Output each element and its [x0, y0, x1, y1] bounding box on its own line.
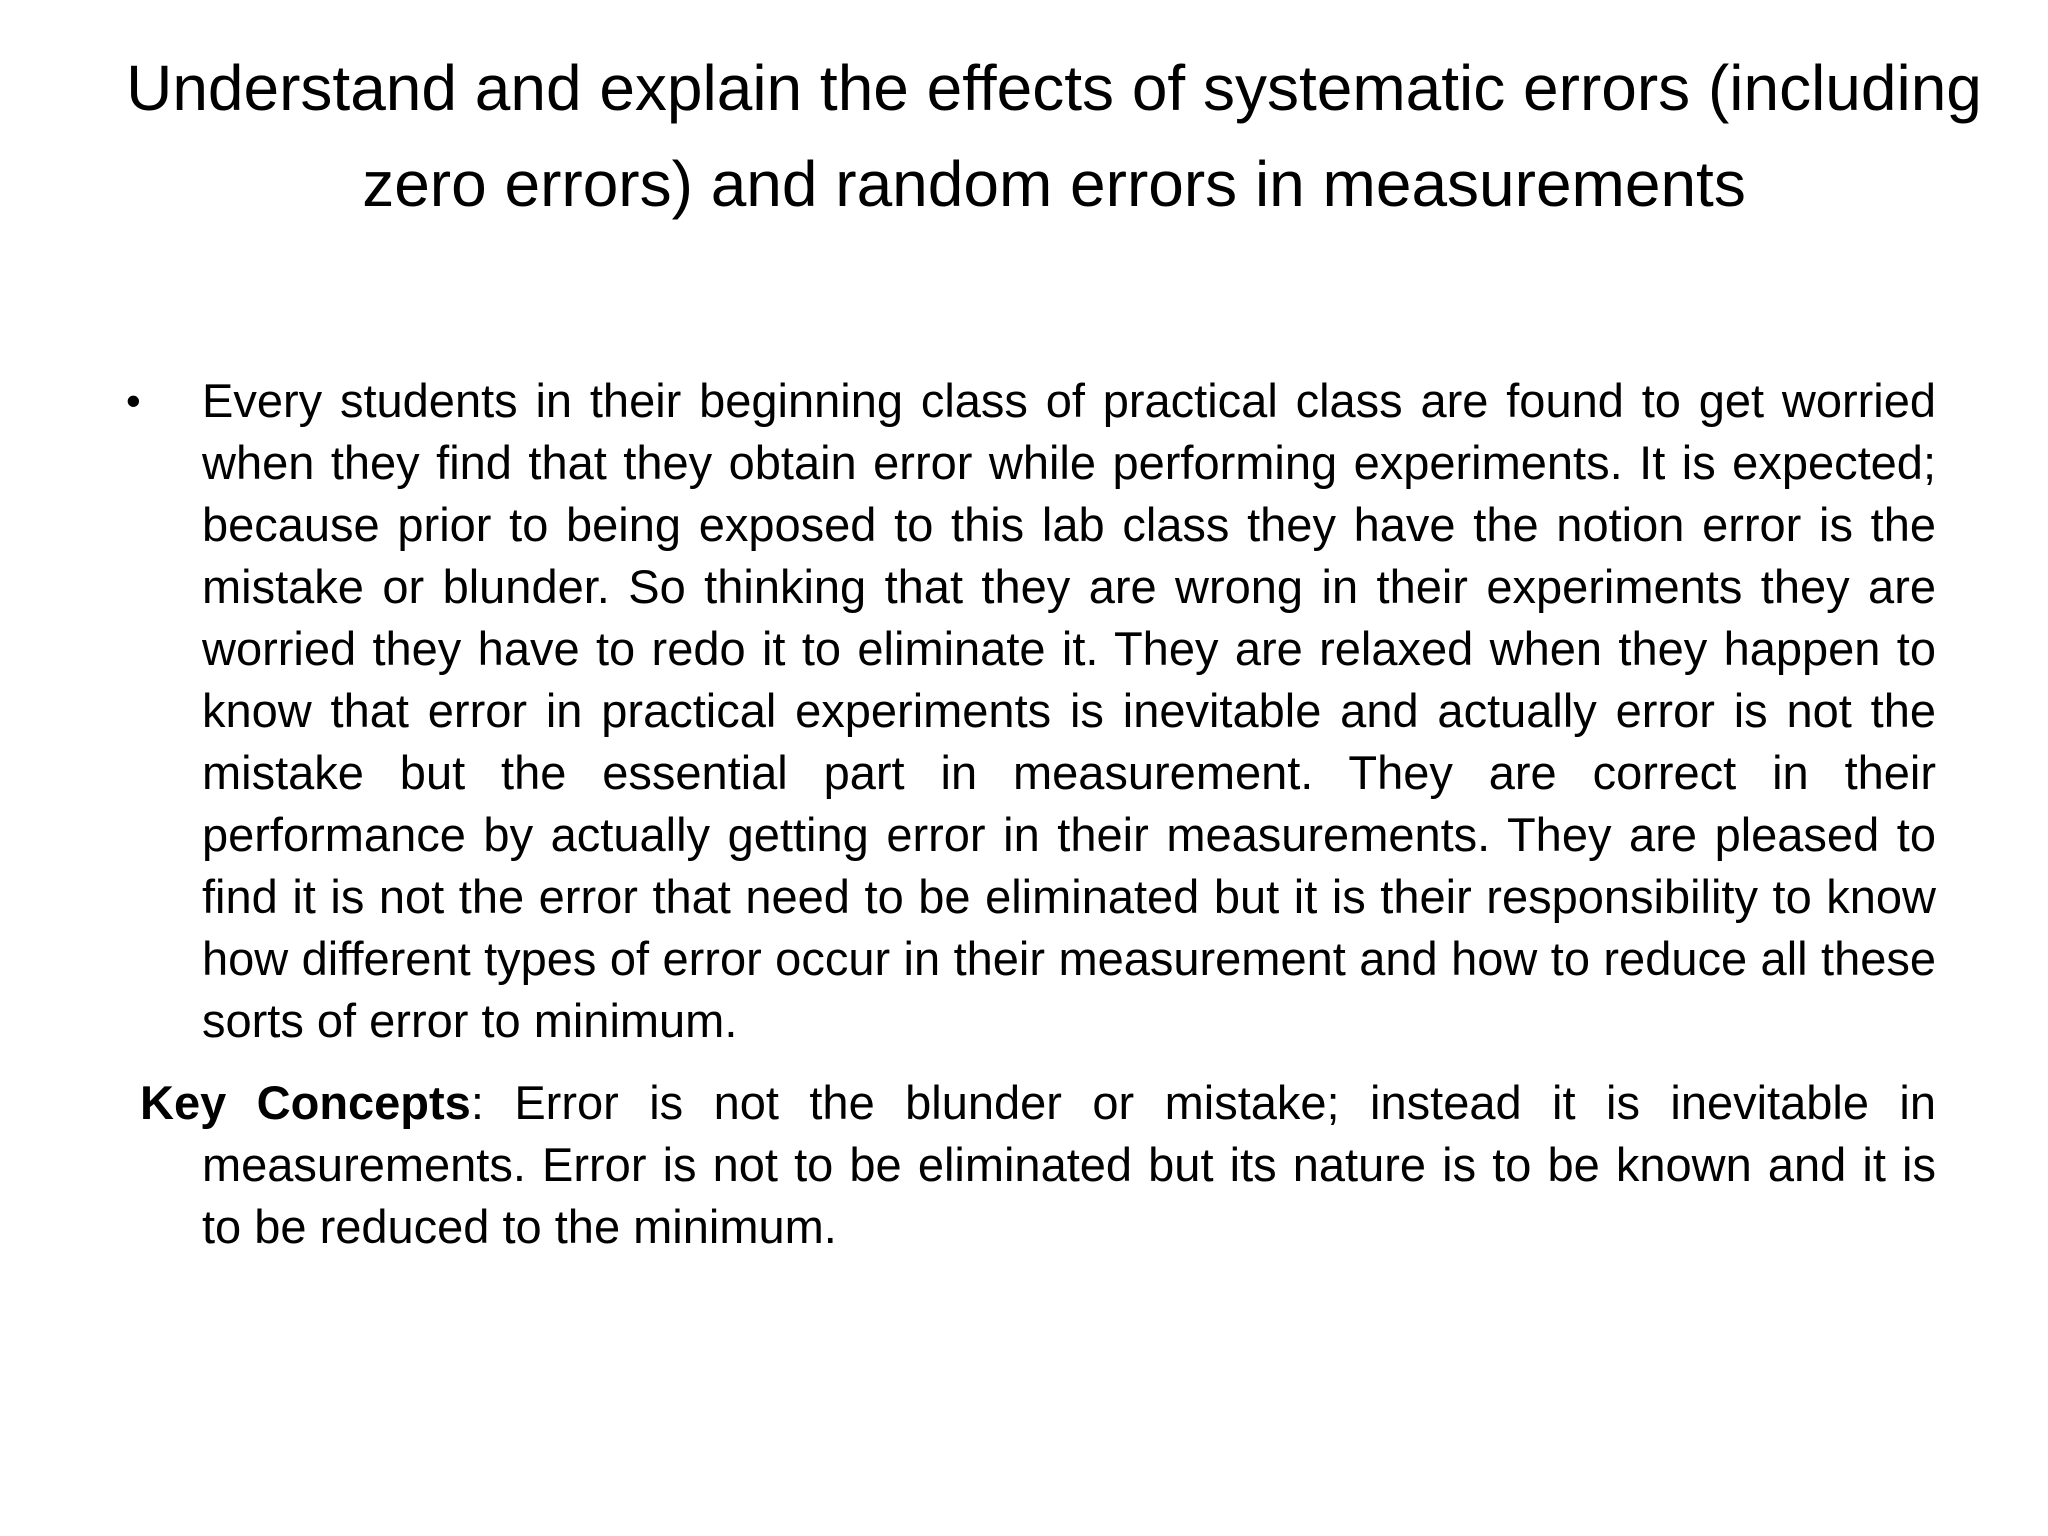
key-concepts — [140, 1072, 1936, 1258]
bullet-item — [126, 370, 1936, 1052]
key-concepts-text: : Error is not the blunder or mistake; instead it is inevitable in measurements. Error is not to be eliminated but its nature is to be known and it is to be reduced to the minimum. — [202, 1076, 1936, 1253]
key-concepts-label: Key Concepts — [140, 1076, 471, 1129]
slide-body — [0, 370, 2048, 1258]
slide-title: Understand and explain the effects of systematic errors (including zero errors) and random errors in measurements — [126, 52, 1982, 220]
bullet-marker: • — [126, 377, 141, 424]
bullet-paragraph: Every students in their beginning class of practical class are found to get worried when they find that they obtain error while performing experiments. It is expected; because prior to being exposed to this lab class they have the notion error is the mistake or blunder. So thinking that they are wrong in their experiments they are worried they have to redo it to eliminate it. They are relaxed when they happen to know that error in practical experiments is inevitable and actually error is not the mistake but the essential part in measurement. They are correct in their performance by actually getting error in their measurements. They are pleased to find it is not the error that need to be eliminated but it is their responsibility to know how different types of error occur in their measurement and how to reduce all these sorts of error to minimum. — [202, 374, 1936, 1047]
